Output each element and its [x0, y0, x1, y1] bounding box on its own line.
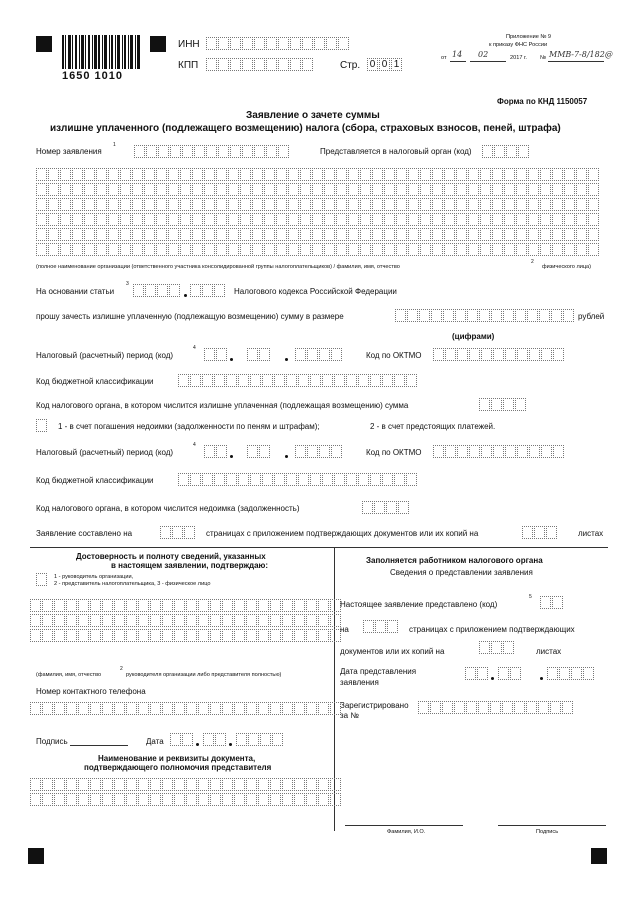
signer-option-1: 1 - руководитель организации, — [54, 574, 134, 580]
doc-grid[interactable] — [30, 778, 342, 808]
footnote-2b: 2 — [120, 666, 123, 672]
tax-code-reference: Налогового кодекса Российской Федерации — [234, 287, 397, 296]
tax-period-2-cells-c[interactable] — [295, 445, 343, 458]
page-cell-2: 0 — [379, 58, 390, 71]
staff-pages-cells[interactable] — [363, 620, 399, 633]
page-number-cells — [367, 58, 403, 71]
footnote-4b: 4 — [193, 442, 196, 448]
staff-signature-label: Подпись — [536, 829, 559, 835]
oktmo-2-cells[interactable] — [433, 445, 565, 458]
org-name-caption-b: физического лица) — [542, 264, 592, 270]
confirm-heading-1: Достоверность и полноту сведений, указанных — [76, 552, 266, 561]
staff-sheets-label: листах — [536, 647, 562, 656]
tax-period-2-cells-b[interactable] — [247, 445, 271, 458]
sign-date-sep-a — [196, 743, 199, 746]
tax-period-cells-b[interactable] — [247, 348, 271, 361]
signer-option-2: 2 - представитель налогоплательщика, 3 - физическое лицо — [54, 581, 211, 587]
footnote-4: 4 — [193, 345, 196, 351]
corner-marker-top-mid — [150, 36, 166, 52]
fio-caption-a: (фамилия, имя, отчество — [36, 672, 102, 678]
staff-subheading: Сведения о представлении заявления — [390, 568, 533, 577]
inn-cells[interactable] — [206, 37, 350, 50]
section-divider — [30, 547, 608, 548]
title-line-2: излишне уплаченного (подлежащего возмещению) налога (сбора, страховых взносов, пеней, штрафа) — [50, 123, 561, 134]
tax-period-2-separator-b — [285, 455, 288, 458]
rubles-label: рублей — [578, 312, 605, 321]
staff-sheets-cells[interactable] — [479, 641, 515, 654]
kpp-label: КПП — [178, 60, 199, 71]
sign-date-day[interactable] — [170, 733, 194, 746]
staff-heading: Заполняется работником налогового органа — [366, 556, 543, 565]
application-number-label: Номер заявления — [36, 147, 102, 156]
submission-date-day[interactable] — [465, 667, 489, 680]
sign-date-sep-b — [229, 743, 232, 746]
drawn-up-on-label: Заявление составлено на — [36, 529, 133, 538]
order-from-label: от — [441, 55, 447, 61]
tax-period-cells-a[interactable] — [204, 348, 228, 361]
in-digits-label: (цифрами) — [452, 332, 495, 341]
based-on-article-label: На основании статьи — [36, 287, 115, 296]
order-number-underline — [548, 61, 604, 62]
application-number-cells[interactable] — [134, 145, 290, 158]
sheets-count-cells[interactable] — [522, 526, 558, 539]
tax-period-2-label: Налоговый (расчетный) период (код) — [36, 448, 174, 457]
tax-period-separator-a — [230, 358, 233, 361]
org-name-caption-a: (полное наименование организации (ответственного участника консолидированной группы налогоплательщиков) / фамилия, имя, отчество — [36, 264, 400, 270]
staff-fio-label: Фамилия, И.О. — [387, 829, 426, 835]
footnote-3: 3 — [126, 281, 129, 287]
oktmo-2-label: Код по ОКТМО — [366, 448, 422, 457]
registered-label-1: Зарегистрировано — [340, 701, 409, 710]
submission-date-label-2: заявления — [340, 678, 379, 687]
tax-period-2-cells-a[interactable] — [204, 445, 228, 458]
title-line-1: Заявление о зачете суммы — [246, 110, 380, 121]
oktmo-label: Код по ОКТМО — [366, 351, 422, 360]
offset-type-cell[interactable] — [36, 419, 48, 432]
form-code: Форма по КНД 1150057 — [497, 97, 588, 106]
submission-date-label-1: Дата представления — [340, 667, 417, 676]
phone-grid[interactable] — [30, 702, 342, 717]
signer-type-cell[interactable] — [36, 573, 48, 586]
order-number: ММВ-7-8/182@ — [549, 50, 613, 59]
kpp-cells[interactable] — [206, 58, 314, 71]
tax-period-label: Налоговый (расчетный) период (код) — [36, 351, 174, 360]
submission-date-sep-a — [491, 677, 494, 680]
order-day: 14 — [452, 50, 463, 59]
submission-date-sep-b — [540, 677, 543, 680]
signature-line — [70, 745, 128, 746]
tax-period-2-separator-a — [230, 455, 233, 458]
kbk-label: Код бюджетной классификации — [36, 377, 154, 386]
staff-signature-line — [498, 825, 606, 826]
staff-docs-or-copies: документов или их копий на — [340, 647, 445, 656]
offset-option-1: 1 - в счет погашения недоимки (задолженности по пеням и штрафам); — [58, 422, 320, 431]
kbk-2-cells[interactable] — [178, 473, 418, 486]
footnote-2: 2 — [531, 259, 534, 265]
order-day-underline — [450, 61, 466, 62]
date-label: Дата — [146, 737, 164, 746]
doc-heading-1: Наименование и реквизиты документа, — [98, 754, 256, 763]
submitted-to-cells[interactable] — [482, 145, 530, 158]
staff-on-label: на — [340, 625, 349, 634]
tax-period-cells-c[interactable] — [295, 348, 343, 361]
pages-with-docs-label: страницах с приложением подтверждающих документов или их копий на — [206, 529, 479, 538]
footnote-1: 1 — [113, 142, 116, 148]
staff-pages-with-docs: страницах с приложением подтверждающих — [409, 625, 575, 634]
tax-authority-arrears-label: Код налогового органа, в котором числится недоимка (задолженность) — [36, 504, 300, 513]
kbk-cells[interactable] — [178, 374, 418, 387]
org-name-grid[interactable] — [36, 168, 600, 258]
footnote-5: 5 — [529, 594, 532, 600]
tax-period-separator-b — [285, 358, 288, 361]
order-year: 2017 г. — [510, 55, 527, 61]
signature-label: Подпись — [36, 737, 68, 746]
phone-label: Номер контактного телефона — [36, 687, 146, 696]
page-label: Стр. — [340, 60, 361, 71]
kbk-2-label: Код бюджетной классификации — [36, 476, 154, 485]
corner-marker-bottom-left — [28, 848, 44, 864]
corner-marker-bottom-right — [591, 848, 607, 864]
registration-number-cells[interactable] — [418, 701, 574, 714]
order-month: 02 — [478, 50, 489, 59]
order-number-label: № — [540, 55, 547, 61]
annex-line-2: к приказу ФНС России — [489, 42, 548, 48]
order-month-underline — [470, 61, 506, 62]
request-offset-label: прошу зачесть излишне уплаченную (подлежащую возмещению) сумму в размере — [36, 312, 344, 321]
article-sub-cells[interactable] — [190, 284, 226, 297]
barcode-bars-icon — [62, 35, 140, 69]
page-cell-3: 1 — [391, 58, 402, 71]
sign-date-month[interactable] — [203, 733, 227, 746]
fio-caption-b: руководителя организации либо представителя полностью) — [126, 672, 282, 678]
confirm-heading-2: в настоящем заявлении, подтверждаю: — [111, 561, 269, 570]
tax-authority-overpaid-label: Код налогового органа, в котором числится излишне уплаченная (подлежащая возмещению) сумма — [36, 401, 409, 410]
oktmo-cells[interactable] — [433, 348, 565, 361]
article-separator — [184, 294, 187, 297]
barcode-number: 1650 1010 — [62, 70, 123, 82]
page-cell-1: 0 — [367, 58, 378, 71]
registered-label-2: за № — [340, 711, 359, 720]
annex-line-1: Приложение № 9 — [506, 34, 552, 40]
doc-heading-2: подтверждающего полномочия представителя — [84, 763, 272, 772]
submission-date-month[interactable] — [498, 667, 522, 680]
submitted-code-cells[interactable] — [540, 596, 564, 609]
barcode — [62, 35, 140, 69]
submitted-to-label: Представляется в налоговый орган (код) — [320, 147, 472, 156]
submission-date-year[interactable] — [547, 667, 595, 680]
sign-date-year[interactable] — [236, 733, 284, 746]
fio-line — [345, 825, 463, 826]
inn-label: ИНН — [178, 39, 200, 50]
sheets-label: листах — [578, 529, 604, 538]
article-cells[interactable] — [133, 284, 181, 297]
pages-count-cells[interactable] — [160, 526, 196, 539]
signer-name-grid[interactable] — [30, 599, 342, 644]
amount-cells[interactable] — [395, 309, 575, 322]
tax-authority-overpaid-cells[interactable] — [479, 398, 527, 411]
corner-marker-top-left — [36, 36, 52, 52]
offset-option-2: 2 - в счет предстоящих платежей. — [370, 422, 496, 431]
submitted-code-label: Настоящее заявление представлено (код) — [340, 600, 498, 609]
tax-authority-arrears-cells[interactable] — [362, 501, 410, 514]
